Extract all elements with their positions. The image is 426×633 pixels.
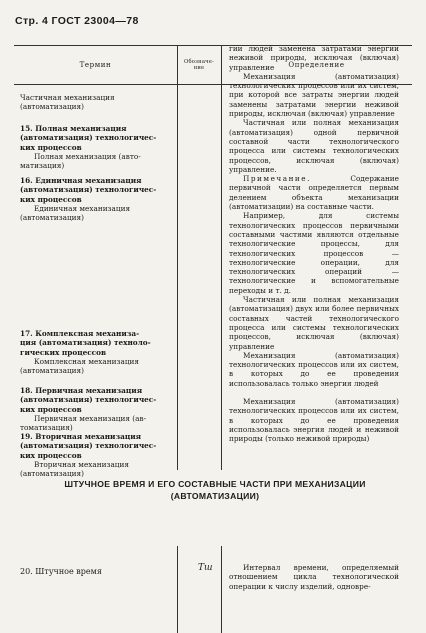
column-header-term: Термин (79, 61, 112, 69)
term-16 (20, 176, 180, 222)
term-line: Частичная механизация (20, 93, 115, 102)
term-line: 15. Полная механизация (20, 124, 127, 133)
column-header-definition: Определение (288, 61, 345, 69)
term-line: Единичная механизация (34, 203, 131, 213)
term-20: 20. Штучное время (20, 567, 102, 576)
definition-16-example: Например, для системы технологических процессов первичными составными частями являются отдельные технологические процессы, для технологических процессов — технологические операции, для технологических операций — технологические и вспомогательные переходы и т. д. (229, 211, 399, 295)
column-divider (177, 546, 178, 633)
section-title-line1: ШТУЧНОЕ ВРЕМЯ И ЕГО СОСТАВНЫЕ ЧАСТИ ПРИ МЕХАНИЗАЦИИ (64, 479, 366, 489)
term-line: ких процессов (20, 194, 82, 204)
term-line: (автоматизация) технологичес- (20, 133, 157, 143)
column-divider (221, 46, 222, 470)
column-header-symbol-line1: Обозначе- (184, 58, 214, 65)
term-15 (20, 124, 180, 170)
term-line: Первичная механизация (ав- (34, 413, 147, 423)
term-line: Полная механизация (авто- (34, 151, 141, 161)
definition-continued: гии людей заменена затратами энергии неживой природы, исключая (включая) управление (229, 44, 399, 72)
section-title (40, 478, 390, 502)
definition-16-note (229, 174, 399, 211)
term-line: (автоматизация) технологичес- (20, 441, 157, 451)
term-line: Комплексная механизация (34, 356, 139, 366)
definition-17: Частичная или полная механизация (автоматизация) двух или более первичных составных частей технологического процесса или системы технологических процессов, исключая (включая) управление (229, 295, 399, 351)
section-title-line2: (АВТОМАТИЗАЦИИ) (170, 491, 260, 501)
term-line: (автоматизация) (20, 213, 84, 223)
term-20-symbol: Tш (198, 563, 213, 573)
note-text: Содержание первичной части определяется первым делением объекта механизации (автоматизации) на составные части. (229, 174, 399, 212)
term-line: Вторичная механизация (34, 459, 129, 469)
term-18 (20, 386, 180, 432)
note-label: Примечание. (243, 174, 311, 184)
term-17 (20, 329, 180, 375)
term-line: (автоматизация) (20, 469, 84, 479)
term-line: 18. Первичная механизация (20, 386, 143, 395)
column-header-symbol (177, 46, 221, 84)
definition-16: Частичная или полная механизация (автоматизация) одной первичной составной части технологического процесса или системы технологических процессов, исключая (включая) управление. (229, 118, 399, 174)
term-line: ких процессов (20, 450, 82, 460)
term-line: (автоматизация) (20, 102, 84, 112)
definition-20-text: Интервал времени, определяемый отношением цикла технологической операции к числу изделий, одновре- (229, 563, 399, 591)
term-line: матизация) (20, 161, 65, 171)
term-line: томатизация) (20, 423, 73, 433)
definition-15: Механизация (автоматизация) технологических процессов или их систем, при которой все затраты энергии людей заменены затратами энергии неживой природы, исключая (включая) управление (229, 71, 399, 119)
column-header-symbol-line2: ние (193, 65, 205, 71)
term-line: ких процессов (20, 404, 82, 414)
term-line: 16. Единичная механизация (20, 176, 142, 185)
definitions-column (229, 44, 399, 443)
term-line: 19. Вторичная механизация (20, 432, 142, 441)
column-divider (221, 546, 222, 633)
definition-19: Механизация (автоматизация) технологических процессов или их систем, в которых до ее проведения использовалась энергия людей и неживой природы (только неживой природы) (229, 396, 399, 444)
page-header: Стр. 4 ГОСТ 23004—78 (15, 15, 139, 27)
definition-18: Механизация (автоматизация) технологических процессов или их систем, в которых до ее проведения использовалась только энергия людей (229, 350, 399, 388)
term-line: гических процессов (20, 347, 107, 357)
term-line: ция (автоматизация) техноло- (20, 338, 151, 348)
term-line: (автоматизация) технологичес- (20, 395, 157, 405)
term-line: 17. Комплексная механиза- (20, 329, 140, 338)
term-19 (20, 432, 180, 478)
term-partial (20, 93, 180, 112)
definition-20 (229, 563, 399, 591)
term-line: (автоматизация) (20, 366, 84, 376)
term-line: ких процессов (20, 142, 82, 152)
term-line: (автоматизация) технологичес- (20, 185, 157, 195)
